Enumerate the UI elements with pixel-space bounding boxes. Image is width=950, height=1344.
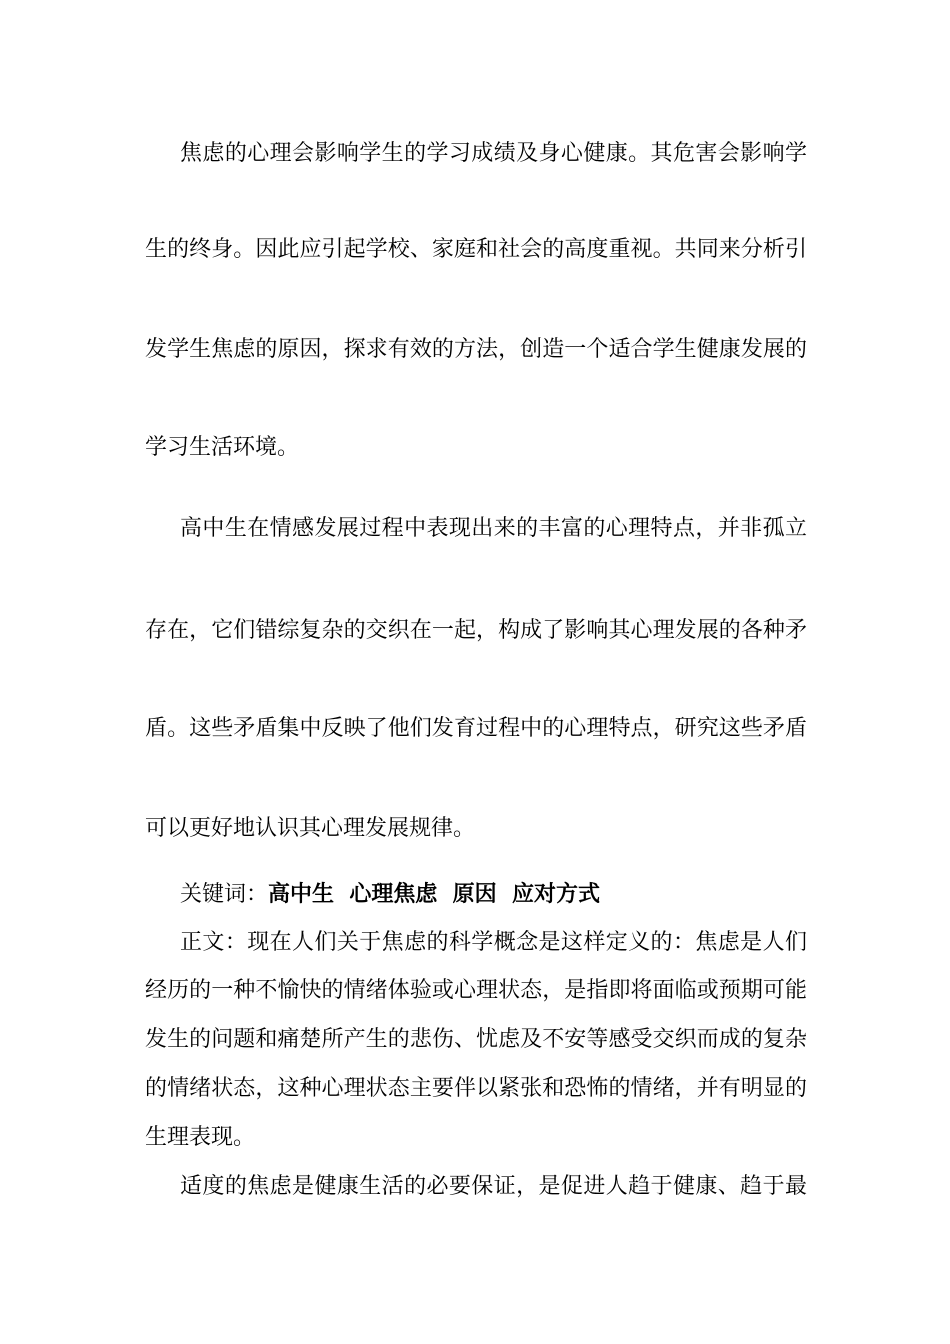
- body-p1-line-4: 的情绪状态，这种心理状态主要伴以紧张和恐怖的情绪，并有明显的: [145, 1076, 807, 1101]
- abstract-p1-line-3: 发学生焦虑的原因，探求有效的方法，创造一个适合学生健康发展的: [145, 337, 807, 362]
- abstract-p1-line-4: 学习生活环境。: [145, 435, 300, 460]
- abstract-p1-line-2: 生的终身。因此应引起学校、家庭和社会的高度重视。共同来分析引: [145, 237, 807, 262]
- abstract-p2-line-1: 高中生在情感发展过程中表现出来的丰富的心理特点，并非孤立: [180, 516, 807, 541]
- abstract-p2-line-3: 盾。这些矛盾集中反映了他们发育过程中的心理特点，研究这些矛盾: [145, 716, 807, 741]
- body-p2-line-1: 适度的焦虑是健康生活的必要保证，是促进人趋于健康、趋于最: [180, 1174, 807, 1199]
- keywords-label: 关键词：: [180, 882, 269, 907]
- body-p1-line-1: 正文：现在人们关于焦虑的科学概念是这样定义的：焦虑是人们: [180, 930, 807, 955]
- keywords-line: [180, 880, 807, 909]
- abstract-p1-line-1: 焦虑的心理会影响学生的学习成绩及身心健康。其危害会影响学: [180, 141, 807, 166]
- abstract-p2-line-2: 存在，它们错综复杂的交织在一起，构成了影响其心理发展的各种矛: [145, 618, 807, 643]
- body-p1-line-3: 发生的问题和痛楚所产生的悲伤、忧虑及不安等感受交织而成的复杂: [145, 1027, 807, 1052]
- abstract-p2-line-4: 可以更好地认识其心理发展规律。: [145, 816, 476, 841]
- body-p1-line-5: 生理表现。: [145, 1125, 256, 1150]
- keywords-value: 高中生 心理焦虑 原因 应对方式: [268, 882, 600, 907]
- body-p1-line-2: 经历的一种不愉快的情绪体验或心理状态，是指即将面临或预期可能: [145, 978, 807, 1003]
